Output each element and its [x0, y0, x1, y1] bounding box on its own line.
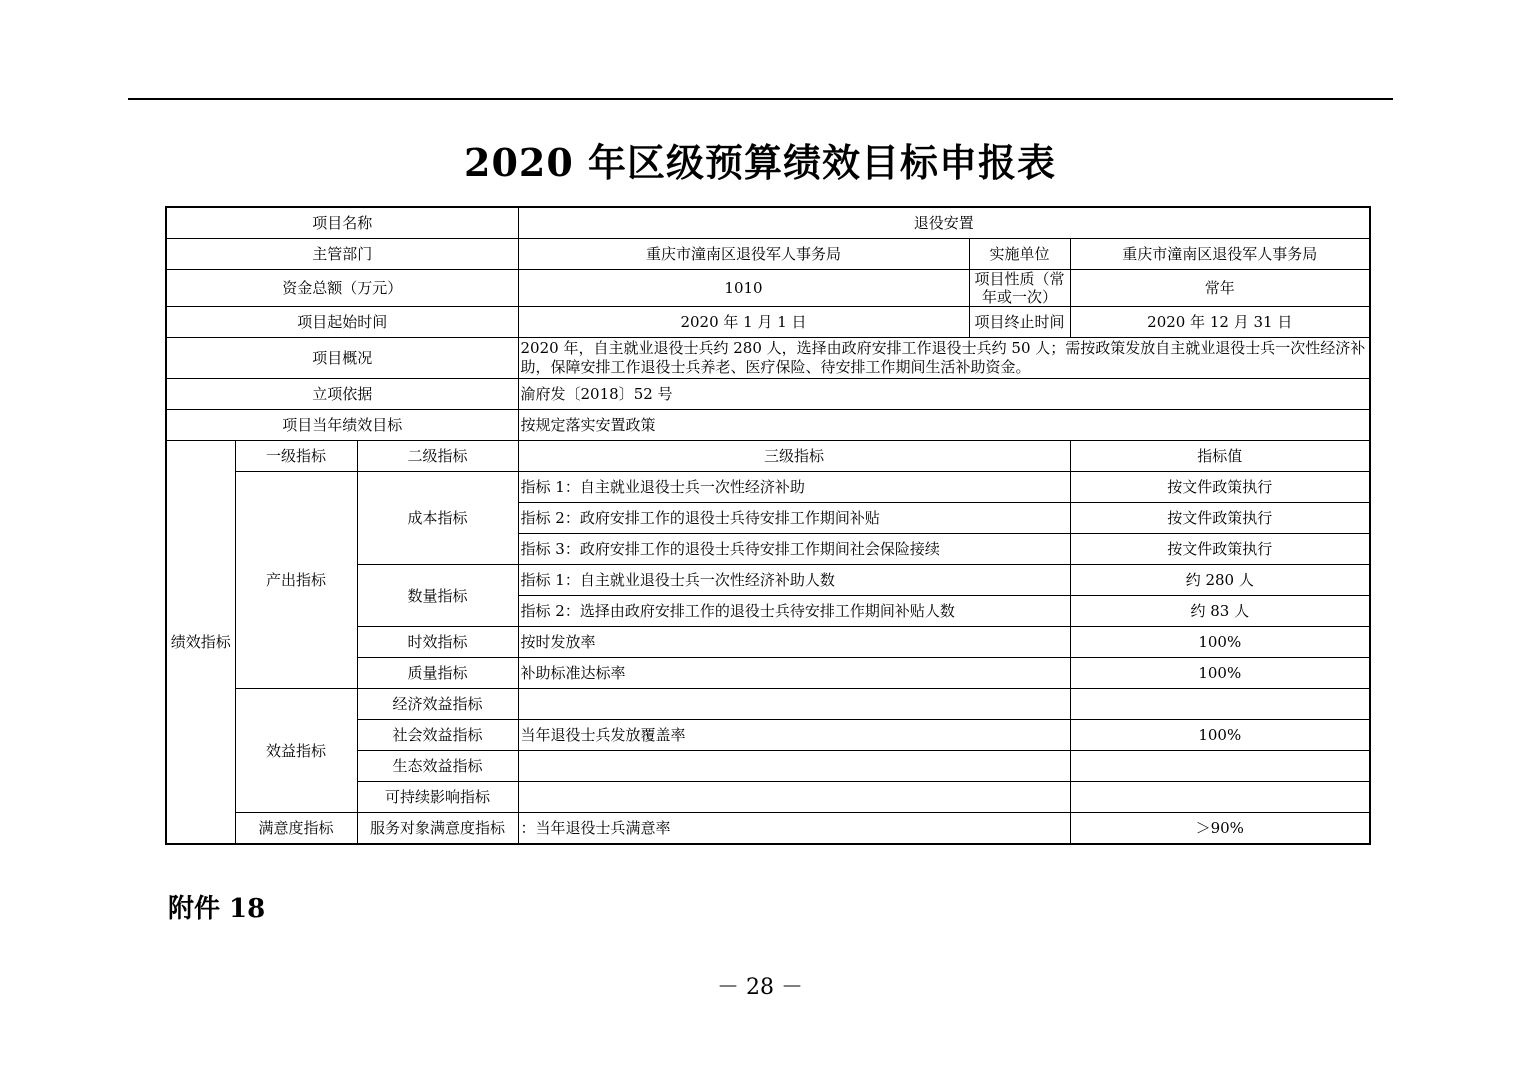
table-row: [166, 689, 1370, 720]
indicators-section-label: 绩效指标: [166, 441, 235, 845]
satisfaction-sub-label: 服务对象满意度指标: [357, 813, 518, 845]
sustain-indicator: [518, 782, 1070, 813]
start-value: 2020 年 1 月 1 日: [518, 307, 969, 338]
economic-indicator: [518, 689, 1070, 720]
time-indicator-value: 100%: [1070, 627, 1370, 658]
cost-indicator-1-value: 按文件政策执行: [1070, 472, 1370, 503]
project-name-value: 退役安置: [518, 207, 1370, 239]
row-dates: [166, 307, 1370, 338]
sustain-indicator-value: [1070, 782, 1370, 813]
nature-value: 常年: [1070, 270, 1370, 307]
funds-value: 1010: [518, 270, 969, 307]
row-project-name: [166, 207, 1370, 239]
impl-label: 实施单位: [969, 239, 1070, 270]
quality-indicator: 补助标准达标率: [518, 658, 1070, 689]
time-indicator-label: 时效指标: [357, 627, 518, 658]
social-indicator-label: 社会效益指标: [357, 720, 518, 751]
eco-indicator-value: [1070, 751, 1370, 782]
header-level2: 二级指标: [357, 441, 518, 472]
basis-value: 渝府发〔2018〕52 号: [518, 379, 1370, 410]
eco-indicator-label: 生态效益指标: [357, 751, 518, 782]
row-funds: [166, 270, 1370, 307]
economic-indicator-label: 经济效益指标: [357, 689, 518, 720]
output-indicator-label: 产出指标: [235, 472, 357, 689]
page-number: － 28 －: [717, 975, 803, 1000]
quality-indicator-value: 100%: [1070, 658, 1370, 689]
row-basis: [166, 379, 1370, 410]
funds-label: 资金总额（万元）: [166, 270, 518, 307]
row-indicator-headers: [166, 441, 1370, 472]
cost-indicator-2-value: 按文件政策执行: [1070, 503, 1370, 534]
header-level1: 一级指标: [235, 441, 357, 472]
table-row: [166, 472, 1370, 503]
eco-indicator: [518, 751, 1070, 782]
header-value: 指标值: [1070, 441, 1370, 472]
quality-indicator-label: 质量指标: [357, 658, 518, 689]
satisfaction-indicator: ：当年退役士兵满意率: [518, 813, 1070, 845]
row-goal: [166, 410, 1370, 441]
end-label: 项目终止时间: [969, 307, 1070, 338]
social-indicator: 当年退役士兵发放覆盖率: [518, 720, 1070, 751]
row-dept: [166, 239, 1370, 270]
attachment-label: 附件 18: [168, 894, 266, 924]
cost-indicator-1: 指标 1：自主就业退役士兵一次性经济补助: [518, 472, 1070, 503]
benefit-indicator-label: 效益指标: [235, 689, 357, 813]
time-indicator: 按时发放率: [518, 627, 1070, 658]
cost-indicator-3: 指标 3：政府安排工作的退役士兵待安排工作期间社会保险接续: [518, 534, 1070, 565]
satisfaction-indicator-label: 满意度指标: [235, 813, 357, 845]
quantity-indicator-label: 数量指标: [357, 565, 518, 627]
overview-value: 2020 年，自主就业退役士兵约 280 人，选择由政府安排工作退役士兵约 50 人；需按政策发放自主就业退役士兵一次性经济补助，保障安排工作退役士兵养老、医疗保险、待安排工作期间生活补助资金。: [518, 338, 1370, 379]
dept-value: 重庆市潼南区退役军人事务局: [518, 239, 969, 270]
budget-form-table: [165, 206, 1371, 845]
project-name-label: 项目名称: [166, 207, 518, 239]
economic-indicator-value: [1070, 689, 1370, 720]
cost-indicator-label: 成本指标: [357, 472, 518, 565]
nature-label: 项目性质（常年或一次）: [969, 270, 1070, 307]
header-level3: 三级指标: [518, 441, 1070, 472]
quantity-indicator-2: 指标 2：选择由政府安排工作的退役士兵待安排工作期间补贴人数: [518, 596, 1070, 627]
quantity-indicator-1-value: 约 280 人: [1070, 565, 1370, 596]
overview-label: 项目概况: [166, 338, 518, 379]
dept-label: 主管部门: [166, 239, 518, 270]
goal-value: 按规定落实安置政策: [518, 410, 1370, 441]
cost-indicator-3-value: 按文件政策执行: [1070, 534, 1370, 565]
quantity-indicator-2-value: 约 83 人: [1070, 596, 1370, 627]
cost-indicator-2: 指标 2：政府安排工作的退役士兵待安排工作期间补贴: [518, 503, 1070, 534]
quantity-indicator-1: 指标 1：自主就业退役士兵一次性经济补助人数: [518, 565, 1070, 596]
social-indicator-value: 100%: [1070, 720, 1370, 751]
start-label: 项目起始时间: [166, 307, 518, 338]
impl-value: 重庆市潼南区退役军人事务局: [1070, 239, 1370, 270]
table-row: [166, 813, 1370, 845]
sustain-indicator-label: 可持续影响指标: [357, 782, 518, 813]
page-title: 2020 年区级预算绩效目标申报表: [464, 140, 1056, 185]
end-value: 2020 年 12 月 31 日: [1070, 307, 1370, 338]
header-rule: [128, 98, 1393, 100]
row-overview: [166, 338, 1370, 379]
basis-label: 立项依据: [166, 379, 518, 410]
satisfaction-indicator-value: ＞90%: [1070, 813, 1370, 845]
goal-label: 项目当年绩效目标: [166, 410, 518, 441]
